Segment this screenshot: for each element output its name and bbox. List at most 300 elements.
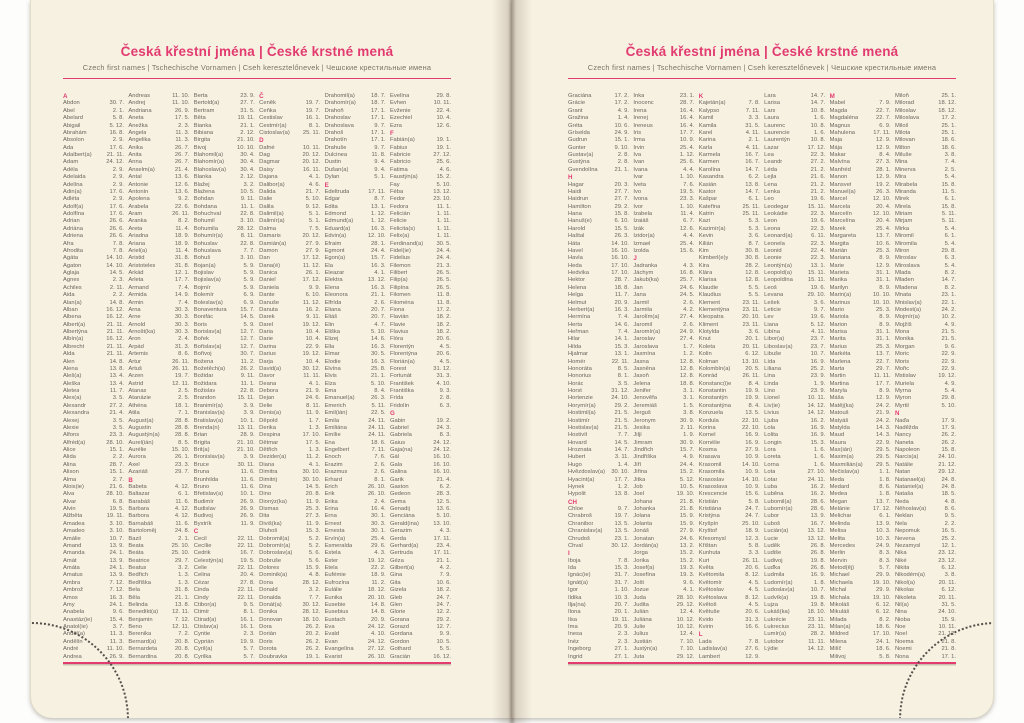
name-entry: Mervin 8. 3. [829,557,891,564]
name-entry: Lukrecius 23. 11. [764,624,826,630]
name-entry: Milton 18. 6. [894,144,956,151]
name-entry: André 11. 10. [63,646,124,653]
name-entry: Ignát(a) 31. 7. [568,579,629,586]
name-entry: Jitka 5. 12. [633,476,695,483]
name-entry: Haštal 26. 3. [568,233,629,240]
name-entry: Edita 13. 1. [324,203,386,210]
name-entry: Kristián 5. 8. [698,498,760,505]
name-entry: Alban 16. 12. [63,306,124,313]
name-entry: Ilsa 19. 11. [568,616,629,623]
name-entry: Ildika 10. 3. [568,594,629,601]
name-entry: Darel 19. 12. [259,321,321,328]
name-entry: Božetěch(a) 26. 2. [193,365,255,372]
name-entry: Aurel(ián) 8. 5. [128,439,190,446]
name-entry: Antonie 12. 6. [128,181,190,188]
name-entry: Alexie 3. 5. [63,424,124,431]
name-entry: Lucián(a) 13. 12. [764,528,826,535]
name-entry: Jaromil 2. 6. [633,321,695,328]
name-entry: Johana 21. 8. [633,498,695,505]
name-entry: Nevena 25. 2. [894,535,956,542]
name-entry: Garik 21. 4. [389,476,451,483]
name-entry: Arkád 12. 1. [128,270,190,276]
name-entry: Evan 24. 12. [324,638,386,645]
name-entry: Mario 25. 3. [829,306,891,313]
name-entry: Branislav(a) 3. 9. [193,410,255,417]
name-entry: Artuš 26. 11. [128,365,190,372]
name-entry: Amadea 3. 10. [63,520,124,527]
name-entry: Leo 19. 6. [764,196,826,203]
name-entry: Gerazim 4. 3. [389,528,451,535]
name-entry: Ludmila 16. 9. [764,572,826,579]
name-entry: Anabela 9. 6. [63,609,124,616]
name-entry: Naděžda 17. 9. [894,424,956,431]
name-entry: Diviš(ka) 11. 9. [259,520,321,527]
name-entry: Kristýna 24. 7. [698,513,760,520]
name-entry: Gabriela 8. 3. [389,432,451,439]
letter-header: F [389,129,394,137]
name-entry: Alda 21. 11. [63,351,124,358]
name-entry: Maxmilián(a) 29. 5. [829,461,891,468]
name-entry: Jošt 9. 6. [633,579,695,586]
name-entry: Mirka 5. 4. [894,225,956,232]
name-entry: Jolanta 15. 9. [633,520,695,527]
name-entry: Fortunát 31. 3. [389,373,451,380]
name-entry: Cyril(a) 5. 7. [193,646,255,653]
name-entry: Daniela 9. 9. [259,284,321,291]
letter-header: E [324,181,329,189]
name-entry: Ervín(a) 25. 4. [324,535,386,542]
name-entry: Gilbert(a) 4. 2. [389,565,451,571]
name-entry: Augustin 28. 8. [128,424,190,431]
name-entry: Gema 12. 5. [389,498,451,505]
name-entry: Gréta 10. 6. [568,122,629,129]
name-entry: Marilyn 8. 9. [829,284,891,291]
name-entry: Damon 27. 9. [259,247,321,254]
name-entry: Elvína 25. 8. [324,365,386,372]
name-entry: Haidrun 27. 7. [568,196,629,203]
name-entry: Jiří 24. 4. [633,461,695,468]
name-entry: Ludivoj 19. 8. [764,557,826,564]
name-entry: Ctislav(a) 16. 1. [193,624,255,630]
name-entry: Darja 10. 4. [259,358,321,365]
name-entry: Mona 21. 5. [894,329,956,335]
name-entry: Bojan(a) 5. 9. [193,262,255,269]
name-entry: Borislav(a) 12. 7. [193,329,255,335]
name-entry: Mája 12. 9. [829,144,891,151]
name-entry: Gorana 29. 2. [389,616,451,623]
name-entry: Bonifác 14. 5. [193,314,255,321]
name-entry: Kryštof 18. 9. [698,528,760,535]
name-entry: Justián 7. 10. [633,638,695,645]
name-entry: Juta 29. 12. [633,653,695,660]
name-entry: Bojislav 5. 9. [193,270,255,276]
name-entry: Eliška 5. 10. [324,329,386,335]
names-column [764,93,825,661]
name-entry: Bedřiška 1. 3. [128,579,190,586]
name-entry: Gordana 9. 9. [389,631,451,638]
name-entry: Lujza 19. 8. [764,601,826,608]
name-entry: Luděk 26. 8. [764,542,826,549]
name-entry: Karina 2. 1. [698,137,760,144]
name-entry: Bartoloměj 24. 8. [128,528,190,535]
name-entry: Leonie 22. 3. [764,255,826,262]
name-entry: Jan 24. 6. [633,284,695,291]
name-entry: Egon(a) 15. 7. [324,255,386,262]
name-entry: Miriam 5. 11. [894,211,956,217]
name-entry: Florián(a) 4. 5. [389,358,451,365]
header-rule [63,78,451,79]
name-entry: Athéna 18. 1. [128,402,190,409]
name-entry: Beáta 25. 10. [128,550,190,557]
name-entry: Alžběta 19. 11. [63,513,124,520]
name-entry: Augustýn(a) 28. 8. [128,432,190,439]
name-entry: Krasava 10. 9. [698,454,760,461]
name-entry: Hypolit 13. 8. [568,491,629,498]
name-entry: Laurentýn 10. 8. [764,137,826,144]
name-entry: Boleslav(a) 6. 9. [193,299,255,306]
name-entry: Luběna 16. 2. [764,491,826,498]
name-entry: Evženie 22. 4. [389,107,451,114]
name-entry: Muriela 4. 9. [894,380,956,387]
name-entry: Alan(a) 14. 8. [63,299,124,306]
name-entry: Lambert 12. 9. [698,653,760,660]
name-entry: Maxim(a) 29. 5. [829,454,891,461]
name-entry: Celina 20. 4. [193,572,255,579]
name-entry: Lazar 17. 12. [764,144,826,151]
name-entry: Adelaida 2. 9. [63,174,124,181]
name-entry: Malvína 27. 3. [829,159,891,166]
name-entry: Berenika 7. 2. [128,631,190,638]
name-entry: Eliana 20. 7. [324,306,386,313]
name-entry: Aram 26. 11. [128,211,190,217]
name-entry: Eustach 20. 9. [324,616,386,623]
name-entry: Dalibor(a) 4. 6. [259,181,321,188]
name-entry: Astrid 12. 11. [128,380,190,387]
name-entry: Helga 11. 7. [568,292,629,299]
name-entry: Cyntie 2. 3. [193,631,255,638]
name-entry: Eusebie 14. 8. [324,601,386,608]
name-entry: Adléta 2. 9. [63,196,124,203]
name-entry: Heřman 7. 4. [568,329,629,335]
name-entry: Blanka 2. 12. [193,174,255,181]
name-entry: Konzuela 13. 5. [698,410,760,417]
name-entry: Jarolím(a) 27. 4. [633,314,695,321]
name-entry: Hanuš(e) 6. 10. [568,218,629,225]
name-entry: Matylda 14. 3. [829,424,891,431]
name-entry: Jakub(ka) 25. 7. [633,277,695,284]
name-entry: Elin 4. 7. [324,321,386,328]
name-entry: Ena 18. 6. [324,439,386,446]
name-entry: Deana 4. 1. [259,380,321,387]
name-entry: Agnes 2. 3. [63,277,124,284]
name-entry: Děpold 1. 7. [259,417,321,424]
name-entry: Angela 11. 3. [128,129,190,136]
name-entry: Larisa 14. 7. [764,100,826,107]
name-entry: Gleb 24. 7. [389,594,451,601]
name-entry: Dita 27. 3. [259,513,321,520]
name-entry: Konrád 26. 11. [698,373,760,380]
name-entry: Gracián 16. 12. [389,653,451,660]
name-entry: Bojmír 5. 9. [193,284,255,291]
name-entry: Napoleon 15. 8. [894,447,956,453]
name-entry: Hagar 20. 3. [568,181,629,188]
name-entry: Féba 13. 12. [389,188,451,195]
name-entry: Florentýna 20. 6. [389,351,451,358]
name-entry: Meda 1. 8. [829,476,891,483]
name-entry: Natan 29. 12. [894,469,956,476]
name-entry: Johanka 21. 8. [633,506,695,512]
name-entry: Nikolas 6. 12. [894,587,956,594]
name-entry: Lubomil(a) 28. 6. [764,498,826,505]
name-entry: Izmael 25. 4. [633,240,695,247]
name-entry: Dezider(a) 11. 2. [259,454,321,461]
name-entry: Alen 14. 8. [63,358,124,365]
name-entry: Mildred 17. 10. [829,631,891,638]
name-entry: Ernest 30. 3. [324,520,386,527]
name-entry: Mirela 15. 8. [894,203,956,210]
name-entry: Amand 13. 9. [63,542,124,549]
name-entry: Bohuslav 22. 8. [193,240,255,247]
name-entry: Ludomír(a) 1. 8. [764,579,826,586]
name-entry: Angelika 11. 3. [128,137,190,144]
name-entry: Miroslav 6. 3. [894,255,956,262]
name-entry: Mořic 22. 9. [894,365,956,372]
name-entry: Amy 24. 1. [63,601,124,608]
name-entry: Jozue 4. 1. [633,587,695,594]
name-entry: Nikita 6. 12. [894,565,956,571]
name-entry: Mira 5. 4. [894,174,956,181]
name-entry: Bořek 12. 7. [193,336,255,343]
name-entry: Fedor 23. 10. [389,196,451,203]
name-entry: Lotar 24. 11. [764,476,826,483]
name-entry: Leontýn(a) 13. 1. [764,262,826,269]
name-entry: Dalimír(a) 5. 1. [259,218,321,225]
name-entry: Ingrid 27. 1. [568,653,629,660]
name-entry: Jasněna 12. 8. [633,365,695,372]
name-entry: Maud 14. 3. [829,432,891,439]
name-entry: Bibiana 2. 12. [193,129,255,136]
name-entry: Fabián(a) 19. 1. [389,137,451,144]
name-entry: Libína 4. 11. [764,329,826,335]
name-entry: Filip(a) 26. 5. [389,277,451,284]
name-entry: Jenověfa 3. 1. [633,395,695,402]
name-entry: Erika 2. 4. [324,498,386,505]
name-entry: Mikuláš 6. 12. [829,609,891,616]
name-entry: Frída 2. 8. [389,395,451,402]
name-entry: Něhoslav(a) 8. 6. [894,506,956,512]
name-entry: Filomen 11. 8. [389,292,451,299]
name-entry: Dobroslav(a) 5. 6. [259,550,321,557]
name-entry: Myrtil 5. 10. [894,402,956,409]
name-entry: Justýn(a) 7. 10. [633,646,695,653]
name-entry: Josefína 19. 3. [633,572,695,579]
name-entry: Krasomila 10. 9. [698,469,760,476]
name-entry: Bernard(a) 20. 8. [128,638,190,645]
name-entry: Leonid 22. 4. [764,247,826,254]
name-entry: Gerhard(a) 23. 4. [389,542,451,549]
name-entry: Amáta 24. 1. [63,565,124,571]
right-page [512,0,994,718]
name-entry: Aurora 26. 1. [128,454,190,461]
name-entry: Adolf(a) 17. 6. [63,203,124,210]
name-entry: Kevin 3. 6. [698,233,760,240]
name-entry: Lubomír(a) 28. 6. [764,506,826,512]
name-entry: Dobruše 5. 6. [259,557,321,564]
letter-header: G [389,410,395,418]
name-entry: Andrej 11. 10. [128,100,190,107]
right-page-header [568,0,956,79]
name-entry: Lola 16. 9. [764,424,826,431]
name-entry: Grácie 17. 2. [568,100,629,107]
name-entry: Emila 24. 11. [324,417,386,424]
name-entry: Ariana 18. 9. [128,240,190,247]
name-entry: Árpád 31. 3. [128,343,190,350]
name-entry: Levana 29. 10. [764,292,826,299]
name-entry: Gertruda 17. 11. [389,550,451,557]
name-entry: Lutobor 11. 11. [764,638,826,645]
name-entry: Irena 16. 4. [633,107,695,114]
name-entry: Blahomil(a) 30. 4. [193,152,255,158]
name-entry: Karmela 16. 7. [698,152,760,158]
name-entry: Michala 19. 10. [829,594,891,601]
name-entry: Areta 11. 4. [128,225,190,232]
name-entry: Neda 4. 8. [894,498,956,505]
name-entry: Dulcinea 11. 8. [324,152,386,158]
name-entry: Adriena 26. 6. [63,233,124,240]
name-entry: Alina 28. 7. [63,461,124,468]
name-entry: Max(ián) 29. 5. [829,447,891,453]
name-entry: Křesomysl 12. 3. [698,535,760,542]
name-entry: Barabáš 11. 6. [128,498,190,505]
name-entry: Anna 26. 7. [128,159,190,166]
name-entry: Ivana 4. 4. [633,166,695,173]
name-entry: Blažena 10. 5. [193,188,255,195]
name-entry: Niké 23. 12. [894,557,956,564]
name-entry: Estela 4. 3. [324,550,386,557]
name-entry: Jadranka 4. 3. [633,262,695,269]
name-entry: Bojislav(a) 5. 9. [193,277,255,284]
name-entry: Bedřich 1. 3. [128,572,190,579]
name-entry: Edgar 8. 7. [324,196,386,203]
name-entry: Dětmar 17. 5. [259,439,321,446]
name-entry: Nioba 15. 9. [894,616,956,623]
name-entry: Marinus 10. 10. [829,299,891,306]
name-entry: Bronislav(a) 3. 9. [193,454,255,461]
name-entry: Hektor 28. 7. [568,277,629,284]
name-entry: Magnus 6. 9. [829,122,891,129]
name-entry: Hilar 14. 1. [568,336,629,343]
names-column [325,93,386,661]
name-entry: Dina 14. 5. [259,483,321,490]
name-entry: Kurt 26. 11. [698,557,760,564]
name-entry: Miromila 5. 4. [894,240,956,247]
name-entry: Kazimír(a) 5. 3. [698,225,760,232]
name-entry: Jerguš 3. 8. [633,410,695,417]
name-entry: Karmen 16. 7. [698,159,760,166]
name-entry: Felicián 1. 11. [389,211,451,217]
name-entry: Moric 22. 9. [894,351,956,358]
name-entry: Jaroslav 27. 4. [633,336,695,343]
name-entry: Maryla 8. 9. [829,388,891,394]
name-entry: Hynek 1. 2. [568,483,629,490]
name-entry: Brenda(n) 13. 11. [193,424,255,431]
name-entry: Hjalmar 13. 1. [568,351,629,358]
name-entry: Klarisa 12. 8. [698,277,760,284]
name-entry: Doris 26. 2. [259,638,321,645]
name-entry: Čestislav 16. 1. [259,115,321,122]
name-entry: Magda 22. 7. [829,107,891,114]
name-entry: Cyrilka 5. 7. [193,653,255,660]
name-entry: Diana 4. 1. [259,461,321,468]
name-entry: Lada 7. 8. [698,638,760,645]
name-entry: Bivoj 10. 10. [193,144,255,151]
name-entry: Aleška 13. 4. [63,380,124,387]
name-entry: Albena 16. 12. [63,314,124,321]
name-entry: Běla 21. 1. [128,594,190,601]
name-entry: Cinda 22. 11. [193,587,255,594]
name-entry: Karla 4. 11. [698,144,760,151]
name-entry: Bazil 2. 1. [128,535,190,542]
left-page-header [63,0,451,79]
name-entry: Julius 12. 4. [633,631,695,638]
name-entry: Myrna 5. 4. [894,388,956,394]
name-entry: Bela 31. 8. [128,587,190,594]
name-entry: Elizej 14. 6. [324,336,386,343]
name-entry: Božena 11. 2. [193,358,255,365]
name-entry: Leticie 9. 7. [764,306,826,313]
name-entry: Arnošt(ka) 30. 3. [128,329,190,335]
name-entry: Iveta 7. 6. [633,181,695,188]
name-entry: Bratislav(a) 10. 1. [193,417,255,424]
letter-header: N [894,410,900,418]
name-entry: Nona 17. 1. [894,653,956,660]
name-entry: Kim 30. 8. [698,247,760,254]
name-entry: Fabius 19. 1. [389,144,451,151]
name-entry: Kvirin 16. 6. [698,624,760,630]
name-entry: Jarmil 2. 6. [633,299,695,306]
name-entry: Evhen 10. 11. [389,100,451,107]
name-entry: Milota 25. 1. [894,129,956,136]
name-entry: Armand 7. 4. [128,284,190,291]
name-entry: Leonard(a) 6. 11. [764,233,826,240]
name-entry: Alison 15. 1. [63,469,124,476]
name-entry: Anatol(ie) 3. 7. [63,624,124,630]
name-entry: Hvězdoslav(a) 30. 10. [568,469,629,476]
name-entry: Bolemír 6. 9. [193,292,255,299]
name-entry: Lýdie 14. 12. [764,646,826,653]
name-entry: Krasoslav 14. 10. [698,476,760,483]
name-entry: Nataniel(a) 24. 8. [894,483,956,490]
name-entry: Miranda 11. 5. [894,188,956,195]
name-entry: Felicita(s) 1. 11. [389,225,451,232]
name-entry: Konstanc(i)e 8. 4. [698,380,760,387]
name-entry: Agáta 14. 10. [63,255,124,262]
name-entry: Edmond 1. 12. [324,211,386,217]
page-title: Česká křestní jména | České krstné mená [120,44,394,59]
name-entry: Evarist 26. 10. [324,653,386,660]
name-entry: Medea 1. 8. [829,491,891,498]
name-entry: Abelard 5. 8. [63,115,124,122]
name-entry: Gustýna 2. 8. [568,159,629,166]
name-entry: Lota 27. 10. [764,469,826,476]
name-entry: Antal 13. 6. [128,174,190,181]
name-entry: Felicie 1. 11. [389,218,451,225]
name-entry: Milorad 18. 12. [894,100,956,107]
name-entry: Miron 29. 8. [894,247,956,254]
name-entry: Emílie 24. 11. [324,432,386,439]
names-columns-left [63,93,451,661]
name-entry: Narcis(a) 24. 10. [894,454,956,461]
